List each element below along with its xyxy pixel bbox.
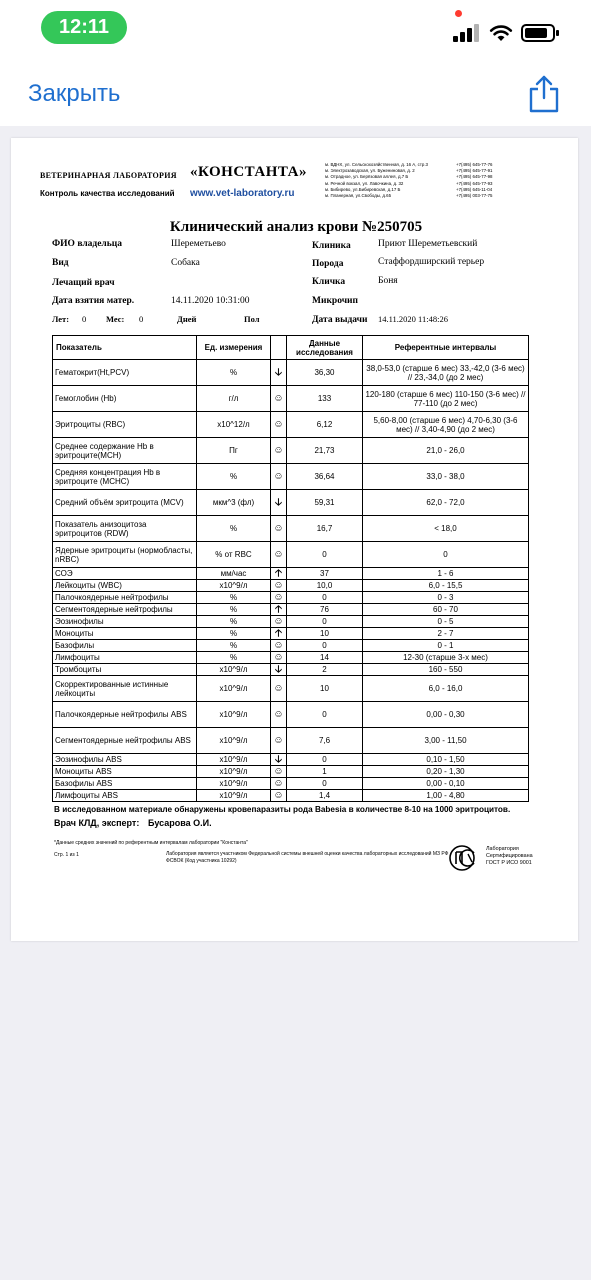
smiley-icon: ☺ bbox=[271, 592, 287, 604]
indicator-value: 0 bbox=[287, 542, 363, 568]
indicator-value: 76 bbox=[287, 604, 363, 616]
indicator-name: Палочкоядерные нейтрофилы bbox=[53, 592, 197, 604]
indicator-reference: 120-180 (старше 6 мес) 110-150 (3-6 мес) // 77-110 (до 2 мес) bbox=[363, 386, 529, 412]
table-row bbox=[53, 464, 529, 490]
indicator-value: 16,7 bbox=[287, 516, 363, 542]
doctor-signature bbox=[40, 816, 552, 832]
table-row bbox=[53, 754, 529, 766]
header-unit: Ед. измерения bbox=[197, 336, 271, 360]
indicator-reference: 60 - 70 bbox=[363, 604, 529, 616]
arrow-down-icon: 🡣 bbox=[271, 664, 287, 676]
table-row bbox=[53, 652, 529, 664]
lab-phones: +7(495) 645-77-76 +7(495) 645-77-91 +7(495) 645-77-98 +7(495) 645-77-93 +7(495) 645-11-04 +7(495) 003-77-75 bbox=[456, 162, 493, 199]
smiley-icon: ☺ bbox=[271, 790, 287, 802]
status-time[interactable]: 12:11 bbox=[41, 11, 127, 44]
indicator-name: Лимфоциты ABS bbox=[53, 790, 197, 802]
indicator-name: Палочкоядерные нейтрофилы ABS bbox=[53, 702, 197, 728]
document-page[interactable] bbox=[11, 138, 578, 941]
smiley-icon: ☺ bbox=[271, 702, 287, 728]
lab-brand: «КОНСТАНТА» bbox=[190, 164, 308, 180]
indicator-reference: < 18,0 bbox=[363, 516, 529, 542]
age-years-value: 0 bbox=[82, 314, 87, 324]
species-label: Вид bbox=[52, 258, 69, 268]
indicator-value: 10,0 bbox=[287, 580, 363, 592]
indicator-reference: 0 - 3 bbox=[363, 592, 529, 604]
indicator-name: Сегментоядерные нейтрофилы ABS bbox=[53, 728, 197, 754]
battery-icon bbox=[521, 24, 555, 42]
sex-label: Пол bbox=[244, 314, 260, 324]
microchip-label: Микрочип bbox=[312, 296, 359, 306]
table-row bbox=[53, 664, 529, 676]
indicator-name: Моноциты bbox=[53, 628, 197, 640]
indicator-name: СОЭ bbox=[53, 568, 197, 580]
indicator-name: Лейкоциты (WBC) bbox=[53, 580, 197, 592]
date-taken-label: Дата взятия матер. bbox=[52, 296, 135, 306]
indicator-reference: 12-30 (старше 3-х мес) bbox=[363, 652, 529, 664]
lab-header bbox=[40, 157, 552, 209]
indicator-name: Базофилы ABS bbox=[53, 778, 197, 790]
indicator-reference: 6,0 - 16,0 bbox=[363, 676, 529, 702]
lab-name: ВЕТЕРИНАРНАЯ ЛАБОРАТОРИЯ bbox=[40, 171, 177, 180]
doctor-name: Бусарова О.И. bbox=[148, 818, 212, 828]
indicator-unit: % bbox=[197, 464, 271, 490]
table-row bbox=[53, 490, 529, 516]
table-row bbox=[53, 360, 529, 386]
species-value: Собака bbox=[171, 258, 200, 268]
arrow-up-icon: 🡡 bbox=[271, 568, 287, 580]
smiley-icon: ☺ bbox=[271, 616, 287, 628]
document-footer bbox=[40, 838, 552, 878]
indicator-unit: % bbox=[197, 592, 271, 604]
arrow-down-icon: 🡣 bbox=[271, 360, 287, 386]
recording-dot-icon bbox=[455, 10, 462, 17]
wifi-icon bbox=[489, 22, 513, 42]
reference-note: *Данные средних значений по референтным интервалам лаборатории "Константа" bbox=[54, 840, 248, 846]
age-months-label: Мес: bbox=[106, 314, 125, 324]
owner-label: ФИО владельца bbox=[52, 239, 122, 249]
table-row bbox=[53, 702, 529, 728]
arrow-up-icon: 🡡 bbox=[271, 628, 287, 640]
smiley-icon: ☺ bbox=[271, 516, 287, 542]
indicator-value: 7,6 bbox=[287, 728, 363, 754]
indicator-unit: % bbox=[197, 652, 271, 664]
header-value: Данные исследования bbox=[287, 336, 363, 360]
indicator-unit: % bbox=[197, 604, 271, 616]
lab-addresses: м. ВДНХ, ул. Сельскохозяйственная, д. 16 А, стр.3 м. Электрозаводская, ул. Бужениновая, д. 2 м. Отрадное, ул. Берёзовая аллея, д.7 Б м. Речной вокзал, ул. Лавочкина, д. 32 м. Бибирево, ул.Бибиревская, д.17 Б м. Планерная, ул.Свободы, д.65 bbox=[325, 162, 428, 199]
indicator-value: 10 bbox=[287, 676, 363, 702]
smiley-icon: ☺ bbox=[271, 652, 287, 664]
indicator-reference: 38,0-53,0 (старше 6 мес) 33,-42,0 (3-6 мес) // 23,-34,0 (до 2 мес) bbox=[363, 360, 529, 386]
cellular-signal-icon bbox=[453, 24, 481, 42]
smiley-icon: ☺ bbox=[271, 412, 287, 438]
indicator-name: Скорректированные истинные лейкоциты bbox=[53, 676, 197, 702]
indicator-reference: 21,0 - 26,0 bbox=[363, 438, 529, 464]
table-row bbox=[53, 412, 529, 438]
indicator-unit: x10^9/л bbox=[197, 778, 271, 790]
clinic-value: Приют Шереметьевский bbox=[378, 239, 478, 249]
table-row bbox=[53, 386, 529, 412]
indicator-unit: x10^9/л bbox=[197, 580, 271, 592]
indicator-reference: 6,0 - 15,5 bbox=[363, 580, 529, 592]
nickname-value: Боня bbox=[378, 276, 398, 286]
indicator-unit: Пг bbox=[197, 438, 271, 464]
indicator-name: Показатель анизоцитоза эритроцитов (RDW) bbox=[53, 516, 197, 542]
indicator-unit: % от RBC bbox=[197, 542, 271, 568]
lab-tagline: Контроль качества исследований bbox=[40, 189, 175, 198]
indicator-unit: x10^9/л bbox=[197, 790, 271, 802]
smiley-icon: ☺ bbox=[271, 438, 287, 464]
indicator-value: 14 bbox=[287, 652, 363, 664]
patient-info bbox=[40, 235, 552, 335]
indicator-unit: % bbox=[197, 616, 271, 628]
status-bar bbox=[0, 0, 591, 56]
age-days-label: Дней bbox=[177, 314, 197, 324]
table-row bbox=[53, 516, 529, 542]
indicator-reference: 3,00 - 11,50 bbox=[363, 728, 529, 754]
table-row bbox=[53, 616, 529, 628]
table-row bbox=[53, 790, 529, 802]
indicator-unit: x10^9/л bbox=[197, 766, 271, 778]
smiley-icon: ☺ bbox=[271, 778, 287, 790]
doctor-label: Лечащий врач bbox=[52, 278, 115, 288]
breed-label: Порода bbox=[312, 259, 344, 269]
indicator-value: 1,4 bbox=[287, 790, 363, 802]
results-table bbox=[52, 335, 529, 802]
table-row bbox=[53, 728, 529, 754]
issued-value: 14.11.2020 11:48:26 bbox=[378, 314, 448, 324]
breed-value: Стаффордширский терьер bbox=[378, 257, 485, 267]
arrow-up-icon: 🡡 bbox=[271, 604, 287, 616]
indicator-reference: 0,00 - 0,30 bbox=[363, 702, 529, 728]
page-number: Стр. 1 из 1 bbox=[54, 852, 79, 858]
indicator-value: 21,73 bbox=[287, 438, 363, 464]
table-row bbox=[53, 604, 529, 616]
indicator-unit: x10^9/л bbox=[197, 664, 271, 676]
indicator-value: 0 bbox=[287, 616, 363, 628]
indicator-unit: x10^9/л bbox=[197, 676, 271, 702]
age-months-value: 0 bbox=[139, 314, 144, 324]
indicator-reference: 0 - 1 bbox=[363, 640, 529, 652]
finding-note: В исследованном материале обнаружены кровепаразиты рода Babesia в количестве 8-10 на 1000 эритроцитов. bbox=[54, 805, 511, 814]
owner-value: Шереметьево bbox=[171, 239, 226, 249]
indicator-unit: г/л bbox=[197, 386, 271, 412]
table-row bbox=[53, 766, 529, 778]
smiley-icon: ☺ bbox=[271, 766, 287, 778]
indicator-unit: % bbox=[197, 640, 271, 652]
lab-website: www.vet-laboratory.ru bbox=[190, 188, 295, 199]
indicator-name: Гемоглобин (Hb) bbox=[53, 386, 197, 412]
smiley-icon: ☺ bbox=[271, 728, 287, 754]
indicator-value: 36,64 bbox=[287, 464, 363, 490]
indicator-value: 133 bbox=[287, 386, 363, 412]
header-flag bbox=[271, 336, 287, 360]
header-indicator: Показатель bbox=[53, 336, 197, 360]
header-reference: Референтные интервалы bbox=[363, 336, 529, 360]
indicator-reference: 0,00 - 0,10 bbox=[363, 778, 529, 790]
indicator-value: 10 bbox=[287, 628, 363, 640]
smiley-icon: ☺ bbox=[271, 580, 287, 592]
indicator-name: Эозинофилы bbox=[53, 616, 197, 628]
indicator-name: Гематокрит(Ht,PCV) bbox=[53, 360, 197, 386]
table-row bbox=[53, 438, 529, 464]
table-row bbox=[53, 628, 529, 640]
issued-label: Дата выдачи bbox=[312, 315, 368, 325]
indicator-unit: x10^9/л bbox=[197, 702, 271, 728]
table-row bbox=[53, 542, 529, 568]
indicator-value: 0 bbox=[287, 702, 363, 728]
indicator-reference: 33,0 - 38,0 bbox=[363, 464, 529, 490]
indicator-name: Среднее содержание Hb в эритроците(MCH) bbox=[53, 438, 197, 464]
indicator-value: 59,31 bbox=[287, 490, 363, 516]
table-row bbox=[53, 676, 529, 702]
close-button[interactable]: Закрыть bbox=[28, 80, 121, 107]
indicator-name: Эозинофилы ABS bbox=[53, 754, 197, 766]
federal-note: Лаборатория является участником Федеральной системы внешней оценки качества лабораторных исследований МЗ РФ ФСВОК (Код участника 10292) bbox=[166, 851, 449, 864]
indicator-name: Лимфоциты bbox=[53, 652, 197, 664]
indicator-name: Моноциты ABS bbox=[53, 766, 197, 778]
smiley-icon: ☺ bbox=[271, 676, 287, 702]
indicator-name: Средний объём эритроцита (MCV) bbox=[53, 490, 197, 516]
certification-logo-icon bbox=[448, 844, 482, 872]
clinic-label: Клиника bbox=[312, 241, 351, 251]
smiley-icon: ☺ bbox=[271, 386, 287, 412]
table-row bbox=[53, 580, 529, 592]
nav-bar bbox=[0, 56, 591, 126]
indicator-reference: 0 - 5 bbox=[363, 616, 529, 628]
indicator-unit: x10^9/л bbox=[197, 728, 271, 754]
indicator-unit: % bbox=[197, 628, 271, 640]
smiley-icon: ☺ bbox=[271, 464, 287, 490]
indicator-name: Эритроциты (RBC) bbox=[53, 412, 197, 438]
table-row bbox=[53, 592, 529, 604]
indicator-value: 2 bbox=[287, 664, 363, 676]
indicator-value: 36,30 bbox=[287, 360, 363, 386]
indicator-unit: мм/час bbox=[197, 568, 271, 580]
nickname-label: Кличка bbox=[312, 277, 346, 287]
indicator-unit: мкм^3 (фл) bbox=[197, 490, 271, 516]
indicator-unit: % bbox=[197, 516, 271, 542]
indicator-value: 1 bbox=[287, 766, 363, 778]
indicator-reference: 5,60-8,00 (старше 6 мес) 4,70-6,30 (3-6 мес) // 3,40-4,90 (до 2 мес) bbox=[363, 412, 529, 438]
smiley-icon: ☺ bbox=[271, 542, 287, 568]
indicator-name: Средняя концентрация Hb в эритроците (MCHC) bbox=[53, 464, 197, 490]
indicator-reference: 62,0 - 72,0 bbox=[363, 490, 529, 516]
doctor-title: Врач КЛД, эксперт: bbox=[54, 818, 140, 828]
indicator-reference: 160 - 550 bbox=[363, 664, 529, 676]
indicator-value: 0 bbox=[287, 754, 363, 766]
indicator-value: 0 bbox=[287, 640, 363, 652]
report-title: Клинический анализ крови №250705 bbox=[169, 219, 423, 235]
table-row bbox=[53, 568, 529, 580]
indicator-name: Базофилы bbox=[53, 640, 197, 652]
date-taken-value: 14.11.2020 10:31:00 bbox=[171, 296, 250, 306]
indicator-value: 37 bbox=[287, 568, 363, 580]
share-icon[interactable] bbox=[527, 74, 561, 114]
table-row bbox=[53, 778, 529, 790]
indicator-reference: 1 - 6 bbox=[363, 568, 529, 580]
indicator-reference: 2 - 7 bbox=[363, 628, 529, 640]
indicator-unit: x10^12/л bbox=[197, 412, 271, 438]
smiley-icon: ☺ bbox=[271, 640, 287, 652]
arrow-down-icon: 🡣 bbox=[271, 754, 287, 766]
arrow-down-icon: 🡣 bbox=[271, 490, 287, 516]
indicator-name: Ядерные эритроциты (нормобласты, nRBC) bbox=[53, 542, 197, 568]
table-row bbox=[53, 640, 529, 652]
indicator-reference: 0 bbox=[363, 542, 529, 568]
indicator-unit: % bbox=[197, 360, 271, 386]
indicator-name: Сегментоядерные нейтрофилы bbox=[53, 604, 197, 616]
age-years-label: Лет: bbox=[52, 314, 70, 324]
certification-text: Лаборатория Сертифицирована ГОСТ Р ИСО 9001 bbox=[486, 846, 533, 866]
indicator-name: Тромбоциты bbox=[53, 664, 197, 676]
indicator-reference: 0,20 - 1,30 bbox=[363, 766, 529, 778]
indicator-reference: 1,00 - 4,80 bbox=[363, 790, 529, 802]
indicator-value: 0 bbox=[287, 778, 363, 790]
indicator-value: 6,12 bbox=[287, 412, 363, 438]
indicator-unit: x10^9/л bbox=[197, 754, 271, 766]
table-header-row bbox=[53, 336, 529, 360]
indicator-value: 0 bbox=[287, 592, 363, 604]
indicator-reference: 0,10 - 1,50 bbox=[363, 754, 529, 766]
